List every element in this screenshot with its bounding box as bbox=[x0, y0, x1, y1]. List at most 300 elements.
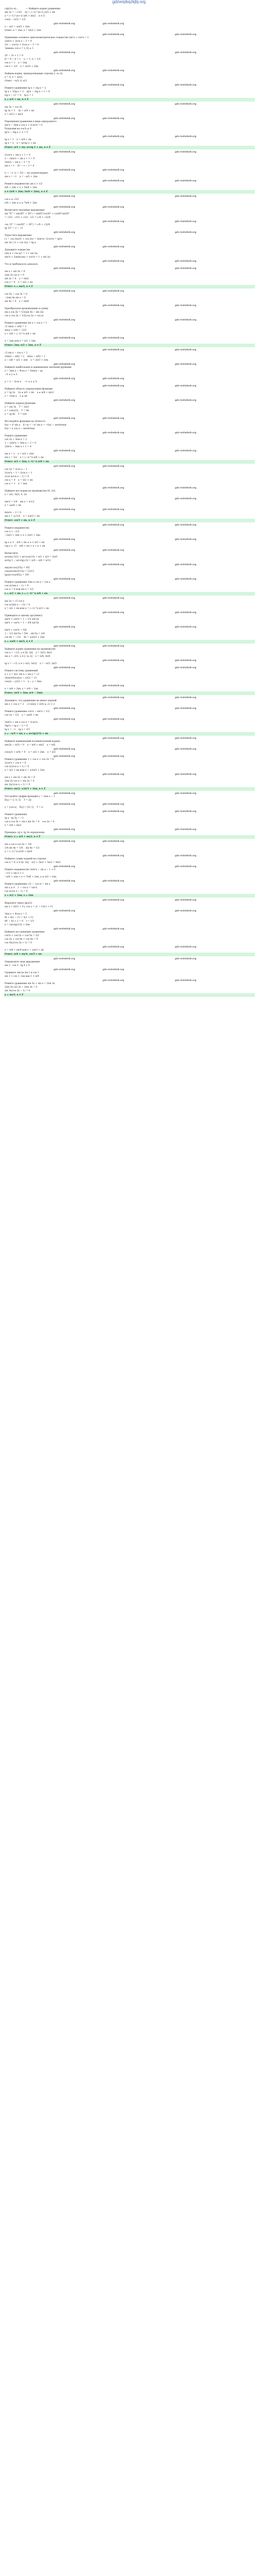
solution-line: cos x = 0, x ∈ [0; 3π] π/2 + 3π/2 + 5π/2 = 9π/2 bbox=[5, 861, 61, 864]
solution-line: 2t² − 3t + 1 = 0 bbox=[5, 55, 23, 57]
solution-line: Найдите все корни на промежутке [0; 2π] bbox=[5, 490, 55, 493]
watermark-row bbox=[5, 717, 254, 721]
solution-line: sin x = 1/2 x = (−1)^n π/6 + πn bbox=[5, 456, 44, 459]
watermark-text: gdz-reshebnik.org bbox=[54, 828, 75, 831]
answer-line: x = πn/3, n ∈ Z bbox=[4, 993, 255, 997]
solution-line: Найдите период функции bbox=[5, 402, 36, 405]
watermark-row bbox=[5, 431, 254, 434]
solution-line: x = π/4 + πn/2 bbox=[5, 824, 22, 827]
solution-line: cos 5x − cos 3x = 0 bbox=[5, 293, 27, 296]
solution-line: sin⁴x + cos⁴x = 5/8 bbox=[5, 629, 27, 632]
solution-line: cos(arcsin(5/13)) = 12/13 bbox=[5, 570, 34, 573]
solution-line: −5 ≤ y ≤ 5 bbox=[5, 374, 18, 376]
solution-line: 9t² − 6t + 1 = 0 t = 1/3 bbox=[5, 920, 34, 923]
watermark-text: gdz-reshebnik.org bbox=[54, 718, 75, 720]
solution-line: sin x ≥ 0 1 − cos x = sin²x bbox=[5, 887, 37, 889]
watermark-text: gdz-reshebnik.org bbox=[54, 879, 75, 882]
watermark-text: gdz-reshebnik.org bbox=[54, 549, 75, 551]
watermark-text: gdz-reshebnik.org bbox=[103, 737, 124, 739]
solution-line: y = 2 − 3cos x −1 ≤ y ≤ 5 bbox=[5, 381, 37, 383]
solution-line: sin 2 · cos 3 · tg 4 < 0 bbox=[5, 964, 30, 967]
watermark-row bbox=[5, 625, 254, 629]
answer-line: x ∈ (π/6 + 2πn; 5π/6 + 2πn), n ∈ Z bbox=[4, 190, 255, 194]
solution-line: y = tg 4x T = π/4 bbox=[5, 413, 27, 416]
solution-line: cos 2x = 2cos x − 1 bbox=[5, 468, 27, 471]
watermark-text: gdz-reshebnik.org bbox=[175, 611, 197, 614]
solution-line: cos x = 0 или sin x = 1/2 bbox=[5, 588, 34, 591]
watermark-text: gdz-reshebnik.org bbox=[103, 168, 124, 171]
solution-line: tg 15° = 2 − √3 bbox=[5, 227, 23, 230]
solution-line: x − π/6 = π/2 + 2πn x = 2π/3 + 2πn bbox=[5, 359, 49, 362]
watermark-text: gdz-reshebnik.org bbox=[54, 927, 75, 930]
solution-line: tg x = 2 x = arctg 2 + πn bbox=[5, 142, 36, 145]
watermark-text: gdz-reshebnik.org bbox=[54, 336, 75, 339]
watermark-row bbox=[5, 854, 254, 857]
watermark-text: gdz-reshebnik.org bbox=[54, 666, 75, 669]
watermark-text: gdz-reshebnik.org bbox=[54, 748, 75, 750]
solution-line: (tg x − 1)² = 0 tg x = 1 bbox=[5, 94, 34, 97]
watermark-text: gdz-reshebnik.org bbox=[54, 195, 75, 197]
watermark-row bbox=[5, 772, 254, 776]
watermark-text: gdz-reshebnik.org bbox=[103, 659, 124, 662]
solution-line: 3sin x + 4cos x = 5 bbox=[5, 913, 27, 916]
solution-line: x − π/3 = ±π/3 + 2πn bbox=[5, 26, 30, 28]
solution-line: x = ±π/6 + πn bbox=[5, 504, 21, 507]
watermark-text: gdz-reshebnik.org bbox=[54, 909, 75, 912]
solution-line: Применим основное тригонометрическое тождество sin²x + cos²x = 1 bbox=[5, 37, 89, 39]
solution-line: x = π/4 + 2πn, y = π/4 − 2πn bbox=[5, 688, 38, 690]
watermark-row bbox=[5, 116, 254, 120]
watermark-row bbox=[5, 537, 254, 541]
watermark-text: gdz-reshebnik.org bbox=[54, 290, 75, 292]
watermark-text: gdz-reshebnik.org bbox=[175, 449, 197, 452]
watermark-text: gdz-reshebnik.org bbox=[175, 945, 197, 948]
solution-line: Решите уравнение 1 + cos x + cos 2x = 0 bbox=[5, 758, 54, 761]
solution-line: y = 1/sin x x ≠ πn bbox=[5, 395, 27, 398]
solution-line: cos x = 0 x = π/2 + πn bbox=[5, 281, 33, 284]
solution-line: Решите уравнение bbox=[5, 814, 27, 816]
watermark-text: gdz-reshebnik.org bbox=[175, 150, 197, 153]
watermark-text: gdz-reshebnik.org bbox=[103, 968, 124, 971]
solution-line: sin 3x = cos 3x bbox=[5, 106, 22, 109]
solution-line: y = tg 2x 2x ≠ π/2 + πn x ≠ π/4 + πn/2 bbox=[5, 392, 54, 394]
watermark-text: gdz-reshebnik.org bbox=[54, 399, 75, 401]
solution-line: 2cos²x + cos x = 0 bbox=[5, 762, 26, 765]
watermark-row bbox=[5, 978, 254, 982]
watermark-row bbox=[5, 548, 254, 552]
watermark-text: gdz-reshebnik.org bbox=[175, 195, 197, 197]
solution-line: x = (−1)^(n+1) π/6 + πn/2 n ∈ Z bbox=[5, 15, 45, 18]
solution-line: Найдите сумму корней на отрезке bbox=[5, 858, 46, 860]
solution-line: 2sin²x − 3sin x + 1 = 0 bbox=[5, 446, 31, 448]
solution-line: cos x(2sin x − 1) = 0 bbox=[5, 585, 29, 587]
solution-line: 2sin(π/4)cos((x − y)/2) = √2 bbox=[5, 677, 37, 680]
solution-line: 2 − 2sin²x + sin x + 1 = 0 bbox=[5, 158, 35, 160]
solution-line: 6t + 4(1 − t²) = 5(1 + t²) bbox=[5, 917, 34, 919]
solution-line: Докажите тождество bbox=[5, 249, 30, 251]
watermark-text: gdz-reshebnik.org bbox=[175, 348, 197, 351]
watermark-text: gdz-reshebnik.org bbox=[175, 399, 197, 401]
watermark-text: gdz-reshebnik.org bbox=[103, 260, 124, 262]
watermark-text: gdz-reshebnik.org bbox=[103, 549, 124, 551]
watermark-text: gdz-reshebnik.org bbox=[103, 899, 124, 901]
answer-line: Ответ: (π/4 + 2πn; π/4 − 2πn) bbox=[4, 691, 255, 695]
solution-line: Найдите корни уравнения на промежутке bbox=[5, 648, 56, 651]
solution-line: Решите неравенство sin x > 1/2 bbox=[5, 183, 43, 185]
watermark-row bbox=[5, 747, 254, 751]
watermark-row bbox=[5, 449, 254, 452]
watermark-row bbox=[5, 168, 254, 172]
watermark-row bbox=[5, 22, 254, 25]
site-header-link[interactable]: gdzwrpbqzkjbj.org bbox=[112, 0, 146, 4]
watermark-text: gdz-reshebnik.org bbox=[175, 696, 197, 699]
solution-line: −2sin 4x sin x = 0 bbox=[5, 297, 26, 299]
watermark-text: gdz-reshebnik.org bbox=[103, 465, 124, 467]
watermark-text: gdz-reshebnik.org bbox=[54, 103, 75, 105]
watermark-row bbox=[5, 83, 254, 87]
watermark-text: gdz-reshebnik.org bbox=[175, 865, 197, 868]
solution-line: 2sin 3x cos 2x − 2sin 3x = 0 bbox=[5, 986, 38, 989]
answer-line: Ответ: x = π/4 + πn/2, n ∈ Z bbox=[4, 835, 255, 839]
watermark-text: gdz-reshebnik.org bbox=[103, 927, 124, 930]
solution-line: cos²x + cos²2x + cos²3x = 3/2 bbox=[5, 935, 39, 937]
answer-line: Ответ: ±π/3 + πn, n ∈ Z bbox=[4, 519, 255, 522]
watermark-text: gdz-reshebnik.org bbox=[103, 508, 124, 511]
solution-line: Решите уравнение sin 5x + sin x = 2sin 3x bbox=[5, 982, 55, 985]
solution-line: 3tg²x + tg x − 2 = 0 bbox=[5, 725, 28, 727]
watermark-text: gdz-reshebnik.org bbox=[103, 135, 124, 138]
watermark-row bbox=[5, 289, 254, 293]
solution-line: sin x = √2/2, x ∈ [−π; π] x = π/4, 3π/4 bbox=[5, 655, 51, 658]
solution-line: Упростите выражение bbox=[5, 234, 32, 237]
watermark-row bbox=[5, 398, 254, 402]
solution-line: Разделим на cos²x ≠ 0 bbox=[5, 128, 31, 130]
watermark-row bbox=[5, 909, 254, 912]
answer-line: x = ±π/6 + πn/2, n ∈ Z bbox=[4, 640, 255, 643]
solution-line: Ответ: x = 2πn, x = 2π/3 + 2πn bbox=[5, 29, 41, 32]
watermark-row bbox=[5, 259, 254, 263]
solution-line: 2sin(x − π/6) = 2 sin(x − π/6) = 1 bbox=[5, 355, 45, 358]
solution-line: cos 2x = 1/2 x = ±π/6 + πn bbox=[5, 714, 39, 717]
solution-line: cos x = 1 x = 2πn bbox=[5, 62, 27, 64]
solution-line: cos(x/2 + π/4) = 0 x = π/2 + 2πn x = π/2 bbox=[5, 751, 56, 754]
watermark-text: gdz-reshebnik.org bbox=[54, 684, 75, 687]
watermark-text: gdz-reshebnik.org bbox=[54, 803, 75, 805]
solution-line: cos x = 1/2 x = ±π/3 + 2πn bbox=[5, 65, 39, 68]
solution-line: ctg x < √3 π/6 + πn < x < π + πn bbox=[5, 545, 45, 548]
watermark-text: gdz-reshebnik.org bbox=[175, 828, 197, 831]
watermark-text: gdz-reshebnik.org bbox=[103, 220, 124, 223]
solution-line: arctg 1 − arcctg(√3) = π/4 − π/6 = π/12 bbox=[5, 560, 51, 562]
solution-line: sin²x = 1/4 sin x = ±1/2 bbox=[5, 501, 35, 503]
watermark-text: gdz-reshebnik.org bbox=[54, 206, 75, 208]
watermark-text: gdz-reshebnik.org bbox=[175, 497, 197, 500]
watermark-text: gdz-reshebnik.org bbox=[175, 304, 197, 307]
solution-line: Решите уравнение √(1 − cos x) = sin x bbox=[5, 883, 51, 886]
watermark-text: gdz-reshebnik.org bbox=[175, 659, 197, 662]
solution-line: sin 1 > cos 1, так как 1 > π/4 bbox=[5, 975, 39, 978]
solution-line: x + y = π/2, sin x + sin y = √2 bbox=[5, 673, 40, 676]
watermark-row bbox=[5, 809, 254, 813]
watermark-text: gdz-reshebnik.org bbox=[175, 103, 197, 105]
watermark-row bbox=[5, 377, 254, 380]
solution-line: Найдите наибольшее и наименьшее значение функции bbox=[5, 366, 72, 369]
watermark-text: gdz-reshebnik.org bbox=[54, 377, 75, 380]
watermark-text: gdz-reshebnik.org bbox=[103, 755, 124, 757]
watermark-row bbox=[5, 658, 254, 662]
solution-line: Исследуйте функцию на чётность bbox=[5, 420, 46, 423]
solution-line: Вычислите bbox=[5, 552, 18, 555]
solution-line: cos x ≤ √2/2 bbox=[5, 198, 19, 201]
solution-line: Решите уравнение tg x + ctg x = 2 bbox=[5, 87, 46, 90]
solution-line: sin 2x = 0 x = πn/2 bbox=[5, 278, 29, 280]
solution-line: x = π/8 + πn/4 или x = ±π/3 + πn bbox=[5, 949, 44, 952]
solution-line: tg²x − 3tg x + 2 = 0 bbox=[5, 131, 28, 134]
solution-line: 4sin²x − 3 = 0 bbox=[5, 512, 22, 514]
watermark-row bbox=[5, 486, 254, 489]
solution-line: sin(arccos(3/5)) = 4/5 bbox=[5, 567, 30, 569]
watermark-text: gdz-reshebnik.org bbox=[103, 69, 124, 72]
answer-line: x = π/4 + πn, n ∈ Z bbox=[4, 98, 255, 101]
solution-line: −2π/3 + 2πn < x < 2π/3 + 2πn bbox=[5, 534, 40, 537]
watermark-text: gdz-reshebnik.org bbox=[54, 449, 75, 452]
watermark-text: gdz-reshebnik.org bbox=[54, 625, 75, 628]
watermark-text: gdz-reshebnik.org bbox=[103, 336, 124, 339]
watermark-text: gdz-reshebnik.org bbox=[175, 957, 197, 960]
solution-line: 2sin²x − sin x − 3 = 0 bbox=[5, 161, 30, 164]
watermark-text: gdz-reshebnik.org bbox=[175, 810, 197, 812]
watermark-text: gdz-reshebnik.org bbox=[54, 968, 75, 971]
watermark-row bbox=[5, 611, 254, 614]
solution-line: cos 4x = −1/2 4x = ±2π/3 + 2πn bbox=[5, 636, 45, 639]
watermark-text: gdz-reshebnik.org bbox=[175, 773, 197, 775]
solution-line: Решите уравнение sin x + cos x = 1 bbox=[5, 322, 47, 325]
watermark-text: gdz-reshebnik.org bbox=[103, 304, 124, 307]
solution-line: sin x + sin 3x = 0 bbox=[5, 270, 25, 273]
watermark-text: gdz-reshebnik.org bbox=[54, 465, 75, 467]
watermark-text: gdz-reshebnik.org bbox=[175, 979, 197, 981]
watermark-text: gdz-reshebnik.org bbox=[54, 645, 75, 647]
watermark-text: gdz-reshebnik.org bbox=[175, 563, 197, 566]
watermark-row bbox=[5, 194, 254, 198]
solution-line: cos 2x + 3sin x = 2 bbox=[5, 438, 27, 441]
watermark-row bbox=[5, 245, 254, 248]
watermark-text: gdz-reshebnik.org bbox=[54, 840, 75, 842]
solution-line: 1/4 sin 4x = 1/8 sin 4x = 1/2 bbox=[5, 847, 40, 850]
solution-line: Решите уравнение cos²x − sin²x = 1/2 bbox=[5, 710, 50, 713]
answer-line: Ответ: πn/2; ±2π/3 + 2πn, n ∈ Z bbox=[4, 787, 255, 791]
watermark-row bbox=[5, 303, 254, 307]
watermark-text: gdz-reshebnik.org bbox=[54, 363, 75, 365]
watermark-text: gdz-reshebnik.org bbox=[103, 645, 124, 647]
solution-line: −1/2 < sin x < 1 bbox=[5, 872, 24, 875]
solution-line: D = 9 − 8 = 1 t₁ = 1, t₂ = 1/2 bbox=[5, 58, 41, 61]
watermark-text: gdz-reshebnik.org bbox=[175, 33, 197, 36]
watermark-row bbox=[5, 754, 254, 758]
watermark-row bbox=[5, 134, 254, 138]
watermark-text: gdz-reshebnik.org bbox=[103, 879, 124, 882]
watermark-text: gdz-reshebnik.org bbox=[54, 231, 75, 233]
solution-line: Сравните числа sin 1 и cos 1 bbox=[5, 972, 39, 974]
solution-line: sin x + cos x = 2 √2 sin(x + π/4) ≤ √2 < 2 bbox=[5, 703, 55, 706]
solution-line: sin 75° = sin(45° + 30°) = sin45°cos30° + cos45°sin30° bbox=[5, 213, 70, 215]
solution-line: Вычислите значение выражения bbox=[5, 209, 45, 212]
watermark-row bbox=[5, 362, 254, 366]
watermark-text: gdz-reshebnik.org bbox=[103, 486, 124, 489]
solution-line: Решите уравнение bbox=[5, 435, 27, 437]
solution-line: sin⁶x + cos⁶x = 1 − 3/4 sin²2x bbox=[5, 622, 39, 624]
watermark-text: gdz-reshebnik.org bbox=[54, 69, 75, 72]
solution-line: t₁ = −1, t₂ = 3/2 — не удовлетворяет bbox=[5, 172, 49, 175]
solution-line: cos x > −1/2 bbox=[5, 531, 20, 533]
solution-line: sin 2x = −√3/2 2x = (−1)^(n+1) π/3 + πn bbox=[5, 11, 55, 14]
solution-line: Проверка: tg x, tg 3x определены bbox=[5, 832, 45, 834]
watermark-text: gdz-reshebnik.org bbox=[175, 486, 197, 489]
solution-line: E(y) = [−3; 1] T = 2π bbox=[5, 799, 31, 802]
watermark-text: gdz-reshebnik.org bbox=[175, 267, 197, 269]
solution-line: 2cos x(cos x − 1) = 0 bbox=[5, 476, 29, 478]
watermark-text: gdz-reshebnik.org bbox=[54, 508, 75, 511]
solution-line: sin x + sin 2x + sin 3x = 0 bbox=[5, 776, 35, 779]
solution-line: sin²x − 3sin x cos x + 2cos²x = 0 bbox=[5, 124, 43, 127]
solution-line: arcsin(√3/2) + arccos(1/2) = π/3 + π/3 = 2π/3 bbox=[5, 556, 58, 558]
answer-line: Ответ: 2πn; π/2 + 2πn, n ∈ Z bbox=[4, 344, 255, 347]
watermark-text: gdz-reshebnik.org bbox=[54, 168, 75, 171]
watermark-text: gdz-reshebnik.org bbox=[54, 597, 75, 599]
watermark-text: gdz-reshebnik.org bbox=[175, 748, 197, 750]
solution-line: cos 15° = cos(45° − 30°) = (√6 + √2)/4 bbox=[5, 224, 50, 226]
answer-line: Ответ: π/2 + 2πn; (−1)^n π/6 + πn bbox=[4, 460, 255, 464]
solution-line: 2sin 2x cos x = 0 bbox=[5, 274, 24, 277]
solution-line: cos((x − y)/2) = 1 x − y = 4πn bbox=[5, 681, 42, 683]
watermark-text: gdz-reshebnik.org bbox=[175, 260, 197, 262]
solution-line: cos x cos 3x + sin x sin 3x = 0 cos 2x = 0 bbox=[5, 821, 55, 823]
solution-line: Найдите наименьший положительный корень bbox=[5, 740, 60, 743]
solution-line: tg x = −1 tg x = 2/3 bbox=[5, 728, 30, 731]
watermark-row bbox=[5, 879, 254, 883]
watermark-text: gdz-reshebnik.org bbox=[54, 150, 75, 153]
solution-line: x + π/4 = (−1)^n π/4 + πn bbox=[5, 333, 36, 335]
watermark-text: gdz-reshebnik.org bbox=[54, 538, 75, 540]
watermark-row bbox=[5, 318, 254, 321]
solution-line: Перепишем уравнение в виде однородного bbox=[5, 121, 57, 123]
watermark-text: gdz-reshebnik.org bbox=[103, 563, 124, 566]
watermark-row bbox=[5, 827, 254, 831]
watermark-text: gdz-reshebnik.org bbox=[54, 755, 75, 757]
solution-line: 1 − 2sin²x + 3sin x − 2 = 0 bbox=[5, 442, 36, 445]
solution-line: cos x(2cos x + 1) = 0 bbox=[5, 766, 29, 768]
watermark-row bbox=[5, 791, 254, 795]
answer-line: x = π/2 + πn; x = (−1)^n π/6 + πn bbox=[4, 592, 255, 596]
solution-line: cos x = 1 x = 2πn bbox=[5, 483, 27, 485]
watermark-text: gdz-reshebnik.org bbox=[103, 22, 124, 25]
solution-line: Решите неравенство 2sin²x − sin x − 1 < 0 bbox=[5, 869, 56, 871]
solution-line: cos x cos 2x = 1/2(cos 3x + cos x) bbox=[5, 315, 44, 317]
solution-line: x = π/12 + πn/3 bbox=[5, 113, 23, 116]
solution-line: (1 − cos 2α)/(1 + cos 2α) = 2sin²α / 2cos²α = tg²α bbox=[5, 238, 62, 241]
solution-line: cos x(cos x − 1) = 0 bbox=[5, 890, 28, 893]
watermark-text: gdz-reshebnik.org bbox=[103, 245, 124, 248]
watermark-row bbox=[5, 507, 254, 511]
solution-line: sin 2x(2cos x + 1) = 0 bbox=[5, 784, 30, 786]
watermark-text: gdz-reshebnik.org bbox=[175, 523, 197, 526]
watermark-row bbox=[5, 666, 254, 669]
watermark-row bbox=[5, 50, 254, 54]
solution-line: cos 2x + cos 4x + cos 6x = 0 bbox=[5, 938, 38, 941]
answer-line: x = −π/4 + πn; x = arctg(2/3) + πn bbox=[4, 732, 255, 736]
watermark-row bbox=[5, 577, 254, 581]
solution-line: sin x = 2t/(1 + t²), cos x = (1 − t²)/(1 + t²) bbox=[5, 906, 53, 908]
solution-line: Найдите все решения уравнения bbox=[5, 931, 45, 934]
watermark-text: gdz-reshebnik.org bbox=[175, 83, 197, 86]
solution-line: π/4 + 2πn ≤ x ≤ 7π/4 + 2πn bbox=[5, 202, 37, 205]
watermark-text: gdz-reshebnik.org bbox=[54, 117, 75, 120]
watermark-row bbox=[5, 927, 254, 930]
watermark-row bbox=[5, 348, 254, 351]
watermark-text: gdz-reshebnik.org bbox=[54, 51, 75, 54]
watermark-row bbox=[5, 839, 254, 843]
watermark-text: gdz-reshebnik.org bbox=[175, 707, 197, 709]
watermark-text: gdz-reshebnik.org bbox=[175, 179, 197, 182]
solution-line: 2cos²x + sin x + 1 = 0 bbox=[5, 154, 30, 157]
solution-line: 3sin²x + sin x cos x = 2cos²x bbox=[5, 721, 38, 724]
answer-line: Ответ: x = πn/2, n ∈ Z bbox=[4, 285, 255, 289]
solution-line: sin x = t 2t² − t − 3 = 0 bbox=[5, 165, 35, 167]
watermark-text: gdz-reshebnik.org bbox=[175, 899, 197, 901]
solution-line: 1 − 1/2 sin²2x = 5/8 sin²2x = 3/4 bbox=[5, 633, 45, 635]
watermark-text: gdz-reshebnik.org bbox=[103, 810, 124, 812]
solution-line: 2cos²x − 1 = 2cos x − 1 bbox=[5, 472, 33, 474]
watermark-text: gdz-reshebnik.org bbox=[175, 384, 197, 387]
solution-line: x = π/2, 3π/2, 0, 2π bbox=[5, 494, 27, 496]
watermark-text: gdz-reshebnik.org bbox=[175, 431, 197, 434]
watermark-row bbox=[5, 644, 254, 648]
watermark-row bbox=[5, 596, 254, 600]
watermark-text: gdz-reshebnik.org bbox=[175, 909, 197, 912]
watermark-text: gdz-reshebnik.org bbox=[103, 377, 124, 380]
solution-line: 2(1 − cos²x) + 3cos x − 3 = 0 bbox=[5, 44, 39, 46]
solution-line: sin⁴x + cos⁴x = 1 − 1/2 sin²2x bbox=[5, 618, 39, 621]
watermark-row bbox=[5, 802, 254, 806]
solution-line: x = 2πn или x = π/2 + 2πn bbox=[5, 340, 36, 343]
watermark-text: gdz-reshebnik.org bbox=[175, 231, 197, 233]
solution-line: Решите уравнение 2sin x cos x = cos x bbox=[5, 581, 51, 584]
solution-line: Решите неравенство bbox=[5, 527, 29, 530]
solution-line: sin(x + π/4) = √2/2 bbox=[5, 329, 27, 332]
solution-line: cos 4x(2cos 2x + 1) = 0 bbox=[5, 942, 32, 944]
solution-line: tg x = 1 x = π/4 + πn bbox=[5, 139, 31, 141]
solution-line: sin x = 1 x = π/2 + 2πn bbox=[5, 453, 34, 455]
watermark-text: gdz-reshebnik.org bbox=[103, 117, 124, 120]
watermark-text: gdz-reshebnik.org bbox=[103, 979, 124, 981]
solution-line: −π/6 + 2πn < x < 7π/6 + 2πn, x ≠ π/2 + 2πn bbox=[5, 876, 57, 878]
solution-line: tg 3x = 1 3x = π/4 + πn bbox=[5, 110, 35, 112]
solution-line: sin(2x − π/3) = 0 x = π/6 + πn/2 x = π/6 bbox=[5, 744, 55, 747]
solution-line: Докажите, что уравнение не имеет корней bbox=[5, 700, 57, 702]
watermark-text: gdz-reshebnik.org bbox=[54, 957, 75, 960]
solution-line: sin 4x = 0 x = πn/4 bbox=[5, 300, 29, 303]
solution-line: f(x) = x cos x — нечётная bbox=[5, 428, 35, 430]
watermark-text: gdz-reshebnik.org bbox=[175, 854, 197, 857]
watermark-text: gdz-reshebnik.org bbox=[54, 318, 75, 321]
solution-line: Постройте график функции y = 2sin x − 1 bbox=[5, 795, 55, 798]
watermark-text: gdz-reshebnik.org bbox=[103, 854, 124, 857]
watermark-text: gdz-reshebnik.org bbox=[175, 318, 197, 321]
watermark-text: gdz-reshebnik.org bbox=[175, 666, 197, 669]
watermark-text: gdz-reshebnik.org bbox=[103, 773, 124, 775]
watermark-row bbox=[5, 696, 254, 699]
watermark-text: gdz-reshebnik.org bbox=[54, 865, 75, 868]
